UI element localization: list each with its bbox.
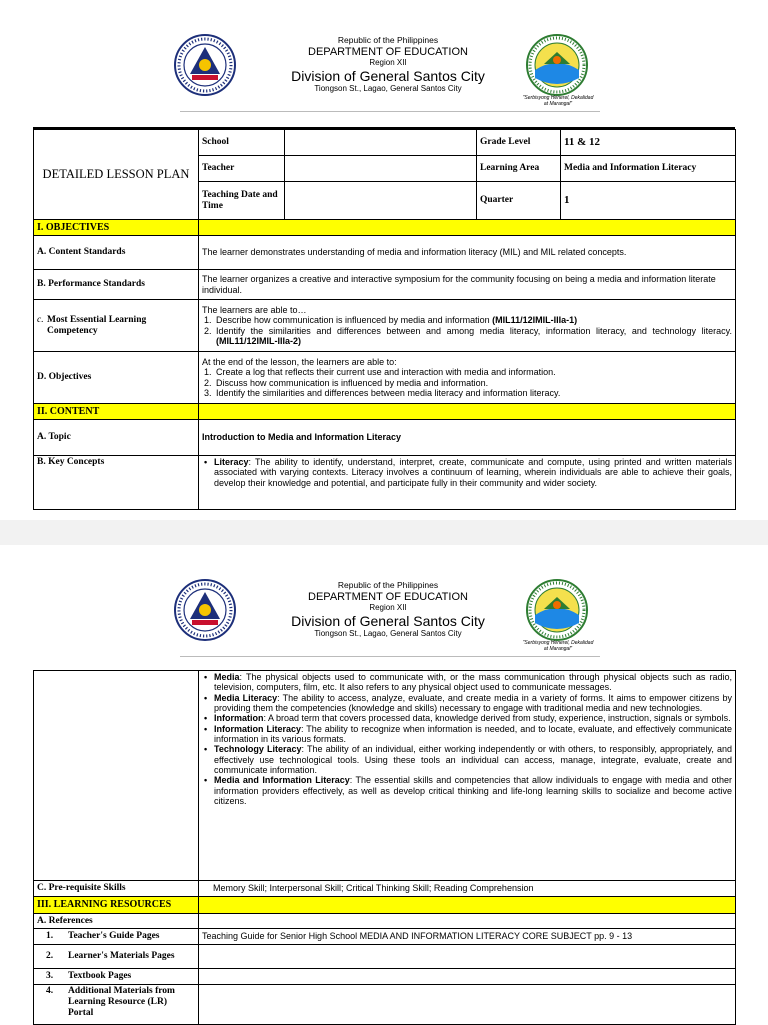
header-divider [180, 656, 600, 657]
lesson-plan-table-page-1 [33, 129, 736, 510]
reference-number: 1. [46, 931, 54, 942]
reference-row-label [34, 985, 199, 1025]
key-concept-definition: : The ability to recognize when information is needed, and to locate, evaluate, and effectively communicate information in its various formats. [214, 723, 733, 745]
melc-content [199, 300, 736, 352]
key-concept-term: Media [214, 672, 240, 682]
division-seal-icon [526, 34, 588, 96]
letterhead [170, 30, 600, 112]
reference-value [199, 945, 736, 969]
objective-item: 3. Identify the similarities and differences between media literacy and information literacy. [214, 388, 732, 398]
objective-item: 2. Discuss how communication is influenced by media and information. [214, 378, 732, 388]
key-concept-item [214, 693, 732, 714]
prereq-label: C. Pre-requisite Skills [34, 881, 199, 897]
address-text: Tiongson St., Lagao, General Santos City [314, 83, 462, 93]
teacher-label: Teacher [199, 156, 285, 182]
resources-heading: III. LEARNING RESOURCES [34, 897, 199, 914]
key-concept-term: Literacy [214, 457, 249, 467]
key-concept-item [214, 775, 732, 806]
objectives-intro: At the end of the lesson, the learners are able to: [202, 356, 397, 367]
region-text: Region XII [369, 58, 407, 68]
references-label: A. References [34, 914, 199, 929]
reference-label: Teacher's Guide Pages [68, 931, 160, 942]
melc-intro: The learners are able to… [202, 304, 307, 315]
reference-label: Textbook Pages [68, 971, 132, 982]
quarter-label: Quarter [477, 182, 561, 220]
key-concept-definition: : The ability of an individual, either working independently or with others, to responsibly, appropriately, and effectively use technological tools. Using these tools an individual can access, manage, integrate, evaluate, create and communicate information. [214, 744, 732, 776]
melc-item-text: Describe how communication is influenced by media and information [216, 315, 493, 326]
content-heading: II. CONTENT [34, 404, 199, 420]
lesson-plan-table-page-2 [33, 670, 736, 1025]
reference-value [199, 985, 736, 1025]
melc-item [214, 315, 732, 325]
key-concept-term: Media Literacy [214, 692, 278, 703]
key-concepts-content-continued [199, 671, 736, 881]
reference-label: Learner's Materials Pages [68, 951, 175, 962]
reference-number: 3. [46, 971, 54, 982]
key-concept-definition: : The essential skills and competencies that allow individuals to engage with media and other information providers effectively, as well as develop critical thinking and life-long learning skills to socialize and become active citizens. [214, 775, 732, 807]
key-concepts-list [202, 672, 732, 806]
reference-number: 2. [46, 951, 54, 962]
learning-area-label: Learning Area [477, 156, 561, 182]
deped-seal-icon [174, 34, 236, 96]
objectives-content [199, 352, 736, 404]
division-text: Division of General Santos City [291, 612, 485, 629]
melc-label: Most Essential Learning Competency [47, 314, 147, 336]
key-concept-term: Media and Information Literacy [214, 775, 350, 786]
region-text: Region XII [369, 603, 407, 613]
key-concept-definition: : The ability to access, analyze, evaluate, and create media in a variety of forms. It aims to empower citizens by providing them the competencies (knowledge and skills) necessary to engage with traditional media and new technologies. [214, 692, 733, 714]
document-title: DETAILED LESSON PLAN [34, 130, 199, 220]
key-concepts-label: B. Key Concepts [34, 456, 199, 510]
topic-label: A. Topic [34, 420, 199, 456]
learning-area-value: Media and Information Literacy [561, 156, 736, 182]
division-text: Division of General Santos City [291, 67, 485, 84]
school-label: School [199, 130, 285, 156]
republic-text: Republic of the Philippines [337, 580, 439, 590]
melc-list [202, 315, 732, 346]
key-concept-item [214, 672, 732, 693]
key-concept-item [214, 724, 732, 745]
melc-label-prefix: c. [37, 314, 44, 325]
resources-heading-fill [199, 897, 736, 914]
teaching-date-value [285, 182, 477, 220]
melc-item-text: Identify the similarities and differences between and among media literacy, information literacy, and technology literacy. [216, 325, 732, 336]
grade-level-label: Grade Level [477, 130, 561, 156]
reference-number: 4. [46, 986, 54, 996]
melc-label-cell [34, 300, 199, 352]
letterhead-text [260, 581, 516, 638]
teaching-date-label: Teaching Date and Time [199, 182, 285, 220]
quarter-value: 1 [561, 182, 736, 220]
key-concept-term: Technology Literacy [214, 744, 302, 755]
reference-row-label [34, 969, 199, 985]
document-page-2 [0, 545, 768, 1024]
key-concepts-list [202, 457, 732, 488]
objective-item: 1. Create a log that reflects their current use and interaction with media and information. [214, 367, 732, 377]
prereq-text: Memory Skill; Interpersonal Skill; Critical Thinking Skill; Reading Comprehension [199, 881, 736, 897]
key-concept-definition: : The physical objects used to communicate with, or the mass communication through physical objects such as radio, television, computers, film, etc. It also refers to any physical object used to communicate messages. [214, 672, 732, 693]
letterhead-text [260, 36, 516, 93]
key-concept-definition: : The ability to identify, understand, interpret, create, communicate and compute, using printed and written materials associated with varying contexts. Literacy involves a continuum of learning, wherein individuals are able to achieve their goals, develop their knowledge and potential, and participate fully in their community and wider society. [214, 457, 732, 488]
department-text: DEPARTMENT OF EDUCATION [308, 590, 468, 603]
key-concept-item [214, 744, 732, 775]
key-concept-item [214, 457, 732, 488]
department-text: DEPARTMENT OF EDUCATION [308, 45, 468, 58]
deped-seal-icon [174, 579, 236, 641]
melc-item-code: (MIL11/12IMIL-IIIa-2) [216, 335, 302, 346]
content-standards-label: A. Content Standards [34, 236, 199, 270]
objectives-list [202, 367, 732, 398]
address-text: Tiongson St., Lagao, General Santos City [314, 628, 462, 638]
republic-text: Republic of the Philippines [337, 35, 439, 45]
grade-level-value: 11 & 12 [561, 130, 736, 156]
division-seal-icon [526, 579, 588, 641]
melc-item [214, 326, 732, 347]
references-value [199, 914, 736, 929]
objectives-heading-fill [199, 220, 736, 236]
reference-row-label [34, 929, 199, 945]
performance-standards-text: The learner organizes a creative and interactive symposium for the community focusing on being a media and information literate individual. [199, 270, 736, 300]
key-concepts-content [199, 456, 736, 510]
teacher-value [285, 156, 477, 182]
topic-text: Introduction to Media and Information Literacy [199, 420, 736, 456]
key-concept-term: Information [214, 713, 264, 724]
performance-standards-label: B. Performance Standards [34, 270, 199, 300]
key-concepts-label-continued [34, 671, 199, 881]
objectives-heading: I. OBJECTIVES [34, 220, 199, 236]
reference-row-label [34, 945, 199, 969]
objectives-label: D. Objectives [34, 352, 199, 404]
motto-text: "Serbisyong Henerel, Dekalidad at Marangal" [522, 640, 594, 652]
motto-text: "Serbisyong Henerel, Dekalidad at Marangal" [522, 95, 594, 107]
content-heading-fill [199, 404, 736, 420]
key-concept-item [214, 713, 732, 723]
reference-value: Teaching Guide for Senior High School MEDIA AND INFORMATION LITERACY CORE SUBJECT pp. 9 - 13 [199, 929, 736, 945]
key-concept-definition: : A broad term that covers processed data, knowledge derived from study, experience, instruction, signals or symbols. [263, 713, 731, 724]
page-gap [0, 520, 768, 545]
reference-label: Additional Materials from Learning Resource (LR) Portal [68, 986, 175, 1018]
reference-value [199, 969, 736, 985]
key-concept-term: Information Literacy [214, 723, 301, 734]
school-value [285, 130, 477, 156]
melc-item-code: (MIL11/12IMIL-IIIa-1) [492, 315, 578, 326]
header-divider [180, 111, 600, 112]
letterhead [170, 575, 600, 657]
content-standards-text: The learner demonstrates understanding of media and information literacy (MIL) and MIL related concepts. [199, 236, 736, 270]
